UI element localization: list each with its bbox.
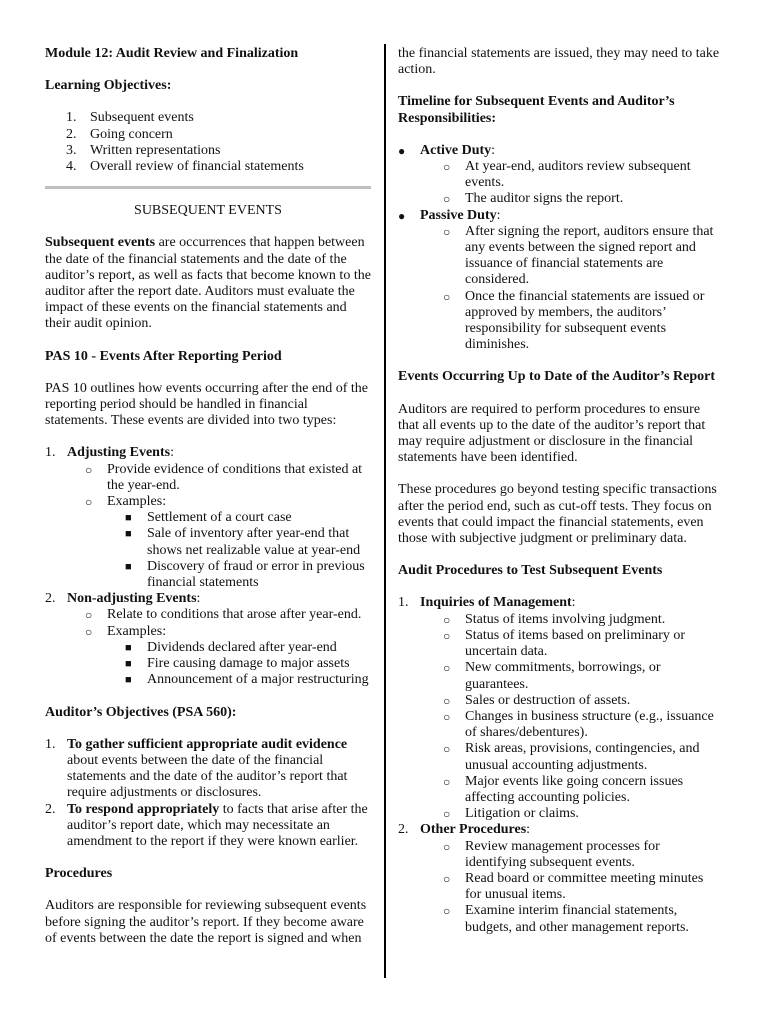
events-paragraph-2: These procedures go beyond testing specific transactions after the period end, such as cut-off tests. They focus on events that could impact the financial statements, even those with subjective judgment or preliminary data. <box>398 482 717 547</box>
horizontal-rule <box>45 186 371 189</box>
hollow-bullet-icon: ○ <box>443 742 451 757</box>
list-item-title: Other Procedures <box>420 822 527 838</box>
list-item-text: Risk areas, provisions, contingencies, and unusual accounting adjustments. <box>465 741 700 773</box>
hollow-bullet-icon: ○ <box>443 709 451 724</box>
list-item-text: At year-end, auditors review subsequent events. <box>465 159 691 191</box>
list-item-text: Status of items involving judgment. <box>465 611 666 627</box>
list-item-title: Inquiries of Management <box>420 595 572 611</box>
colon: : <box>170 445 174 461</box>
square-bullet-icon: ■ <box>125 658 132 671</box>
list-item <box>45 672 371 688</box>
list-item-text: Examples: <box>107 623 167 639</box>
square-bullet-icon: ■ <box>125 512 132 525</box>
list-item <box>45 159 371 175</box>
list-item-text: Dividends declared after year-end <box>147 639 337 655</box>
procedures-heading: Procedures <box>45 866 113 882</box>
right-column <box>398 46 723 936</box>
hollow-bullet-icon: ○ <box>85 462 93 477</box>
colon: : <box>196 591 201 607</box>
list-item <box>45 445 371 461</box>
list-number: 1. <box>45 736 56 752</box>
list-item <box>398 191 723 207</box>
list-item <box>45 591 371 607</box>
objectives-list <box>45 110 371 175</box>
list-item <box>45 462 371 494</box>
hollow-bullet-icon: ○ <box>443 774 451 789</box>
list-item-text: about events between the date of the financial statements and the date of the auditor’s report that require adjustments or disclosures. <box>67 752 348 801</box>
hollow-bullet-icon: ○ <box>443 904 451 919</box>
hollow-bullet-icon: ○ <box>443 628 451 643</box>
hollow-bullet-icon: ○ <box>85 495 93 510</box>
list-item-text: Sale of inventory after year-end that shows net realizable value at year-end <box>147 526 361 558</box>
list-item <box>45 510 371 526</box>
list-item-title: Active Duty <box>420 142 492 158</box>
list-item-text: Subsequent events <box>90 110 194 126</box>
list-item <box>398 839 723 871</box>
list-number: 4. <box>66 159 77 175</box>
list-item <box>45 559 371 591</box>
list-item-text: Changes in business structure (e.g., issuance of shares/debentures). <box>465 708 714 741</box>
hollow-bullet-icon: ○ <box>443 871 451 886</box>
list-item <box>398 143 723 159</box>
list-item <box>45 802 371 851</box>
hollow-bullet-icon: ○ <box>443 224 451 239</box>
hollow-bullet-icon: ○ <box>443 661 451 676</box>
hollow-bullet-icon: ○ <box>443 693 451 708</box>
list-item <box>45 624 371 640</box>
list-item <box>45 494 371 510</box>
square-bullet-icon: ■ <box>125 674 132 687</box>
continued-paragraph: the financial statements are issued, they may need to take action. <box>398 46 720 78</box>
list-item-text: Sales or destruction of assets. <box>465 692 631 708</box>
hollow-bullet-icon: ○ <box>443 160 451 175</box>
section-title: SUBSEQUENT EVENTS <box>134 203 282 219</box>
colon: : <box>491 142 496 158</box>
hollow-bullet-icon: ○ <box>443 807 451 822</box>
list-item <box>398 289 723 354</box>
intro-paragraph <box>45 235 371 332</box>
list-item-text: The auditor signs the report. <box>465 191 624 207</box>
list-item <box>398 595 723 611</box>
module-title: Module 12: Audit Review and Finalization <box>45 46 299 61</box>
list-number: 1. <box>66 110 77 126</box>
list-item-text: New commitments, borrowings, or guarantees. <box>465 660 661 692</box>
list-item <box>45 127 371 143</box>
list-item <box>45 656 371 672</box>
hollow-bullet-icon: ○ <box>443 289 451 304</box>
timeline-heading: Timeline for Subsequent Events and Auditor’s Responsibilities: <box>398 94 675 126</box>
left-column <box>45 46 371 947</box>
objectives-heading: Learning Objectives: <box>45 78 172 94</box>
hollow-bullet-icon: ○ <box>85 608 93 623</box>
list-item <box>45 737 371 802</box>
intro-term: Subsequent events <box>45 235 156 251</box>
list-number: 1. <box>45 445 56 461</box>
list-item-title: Passive Duty <box>420 207 497 223</box>
list-item-text: Going concern <box>90 126 173 142</box>
colon: : <box>526 822 531 838</box>
list-item <box>45 607 371 623</box>
pas10-paragraph: PAS 10 outlines how events occurring after the end of the reporting period should be handled in financial statements. These events are divided into two types: <box>45 380 368 429</box>
list-item-text: Once the financial statements are issued or approved by members, the auditors’ responsibility for subsequent events diminishes. <box>465 288 705 353</box>
list-item <box>398 741 723 773</box>
list-item <box>398 774 723 806</box>
list-item-text: Announcement of a major restructuring <box>147 672 369 688</box>
list-item <box>45 640 371 656</box>
list-item <box>45 526 371 558</box>
list-item-text: Major events like going concern issues affecting accounting policies. <box>465 773 684 805</box>
list-item-text: Provide evidence of conditions that existed at the year-end. <box>107 461 363 493</box>
list-item <box>398 224 723 289</box>
list-number: 2. <box>66 126 77 142</box>
list-item <box>398 822 723 838</box>
list-item <box>398 693 723 709</box>
list-item-title: To respond appropriately <box>67 801 220 817</box>
hollow-bullet-icon: ○ <box>85 624 93 639</box>
list-item <box>45 110 371 126</box>
list-item-text: Fire causing damage to major assets <box>147 656 350 672</box>
filled-bullet-icon: ● <box>398 208 406 223</box>
procedures-paragraph: Auditors are responsible for reviewing subsequent events before signing the auditor’s report. If they become aware of events between the date the report is signed and when <box>45 898 367 946</box>
colon: : <box>496 207 501 223</box>
list-item-text: Settlement of a court case <box>147 510 292 526</box>
hollow-bullet-icon: ○ <box>443 612 451 627</box>
list-item-text: Read board or committee meeting minutes for unusual items. <box>465 870 704 903</box>
audit-procedures-heading: Audit Procedures to Test Subsequent Events <box>398 563 663 579</box>
list-item <box>398 628 723 660</box>
list-item-title: Adjusting Events <box>67 445 171 461</box>
list-item <box>398 709 723 741</box>
hollow-bullet-icon: ○ <box>443 839 451 854</box>
list-number: 1. <box>398 595 409 611</box>
list-item <box>45 143 371 159</box>
list-number: 3. <box>66 142 77 158</box>
list-item-text: Status of items based on preliminary or uncertain data. <box>465 627 686 660</box>
list-item-title: To gather sufficient appropriate audit evidence <box>67 736 348 752</box>
list-item-text: Discovery of fraud or error in previous financial statements <box>147 558 365 591</box>
intro-text: are occurrences that happen between the date of the financial statements and the date of the auditor’s report, as well as facts that become known to the auditor after the report date. Auditors must evaluate the impact of these events on the financial statements and their audit opinion. <box>45 235 371 332</box>
square-bullet-icon: ■ <box>125 641 132 654</box>
list-item-text: Litigation or claims. <box>465 806 579 822</box>
list-item <box>398 660 723 692</box>
list-item-text: to facts that arise after the auditor’s report date, which may necessitate an amendment to the report if they were known earlier. <box>67 801 368 849</box>
list-item <box>398 612 723 628</box>
list-item <box>398 806 723 822</box>
colon: : <box>571 595 576 611</box>
pas10-heading: PAS 10 - Events After Reporting Period <box>45 348 282 364</box>
square-bullet-icon: ■ <box>125 560 132 573</box>
events-heading: Events Occurring Up to Date of the Auditor’s Report <box>398 369 716 385</box>
list-item-text: Review management processes for identifying subsequent events. <box>465 838 660 870</box>
list-item-text: Relate to conditions that arose after year-end. <box>107 607 362 623</box>
list-item-text: Examples: <box>107 494 167 510</box>
list-item-title: Non-adjusting Events <box>67 591 197 607</box>
list-number: 2. <box>45 591 56 607</box>
list-item <box>398 903 723 935</box>
hollow-bullet-icon: ○ <box>443 192 451 207</box>
list-item <box>398 208 723 224</box>
column-divider <box>384 44 386 978</box>
square-bullet-icon: ■ <box>125 528 132 541</box>
list-item <box>398 871 723 903</box>
list-item-text: Written representations <box>90 142 221 158</box>
psa-objectives-heading: Auditor’s Objectives (PSA 560): <box>45 704 237 720</box>
list-number: 2. <box>398 822 409 838</box>
filled-bullet-icon: ● <box>398 143 406 158</box>
list-number: 2. <box>45 801 56 817</box>
events-paragraph-1: Auditors are required to perform procedures to ensure that all events up to the date of the auditor’s report that may require adjustment or disclosure in the financial statements have been identified. <box>398 401 706 466</box>
list-item <box>398 159 723 191</box>
list-item-text: Examine interim financial statements, budgets, and other management reports. <box>465 903 689 935</box>
list-item-text: After signing the report, auditors ensure that any events between the signed report and issuance of financial statements are considered. <box>465 223 714 288</box>
list-item-text: Overall review of financial statements <box>90 159 304 175</box>
